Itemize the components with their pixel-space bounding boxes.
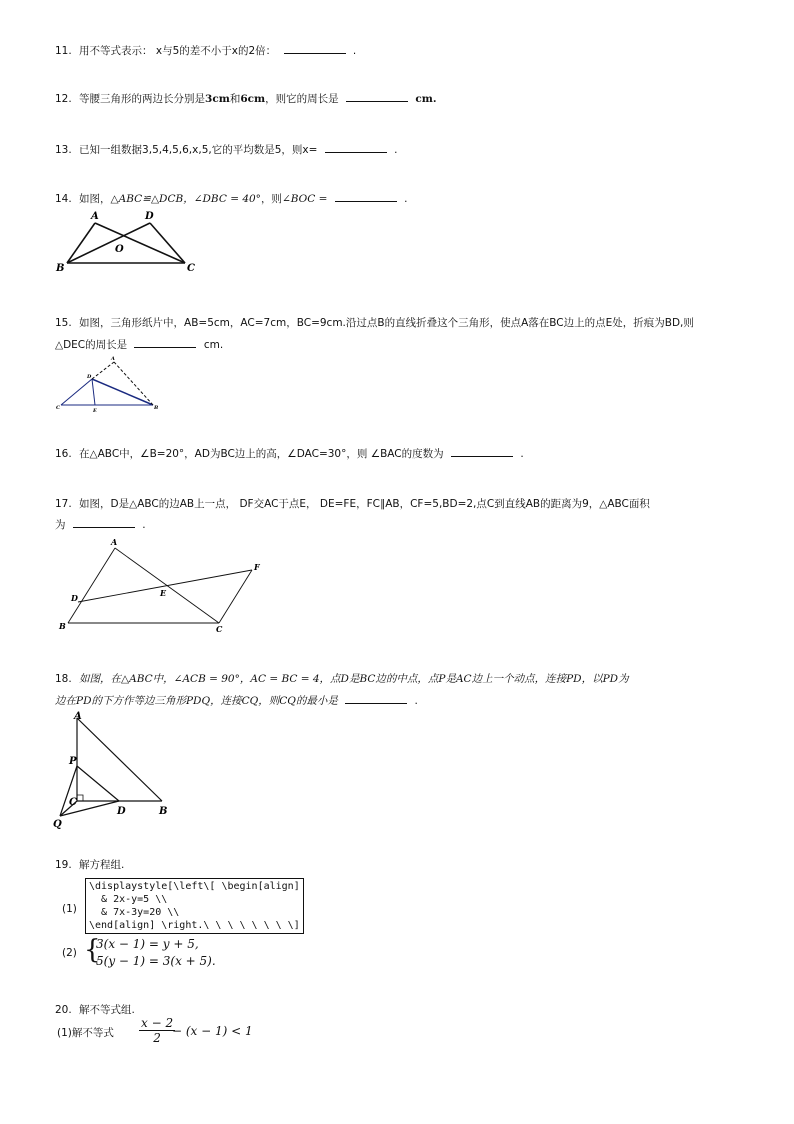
label-f: F <box>254 562 260 572</box>
question-number: 16. <box>55 448 72 460</box>
question-number: 19. <box>55 859 72 871</box>
label-d: D <box>117 806 126 817</box>
question-number: 11. <box>55 45 72 57</box>
label-a: A <box>91 211 99 222</box>
period: . <box>520 448 524 460</box>
question-text-pre: 等腰三角形的两边长分别是 <box>79 93 206 105</box>
right-angle-mark <box>77 795 83 801</box>
question-13 <box>55 143 397 157</box>
label-c: C <box>187 263 195 274</box>
equation-2: 5(y − 1) = 3(x + 5). <box>96 954 216 968</box>
question-11 <box>55 44 356 58</box>
question-number: 13. <box>55 144 72 156</box>
question-number: 14. <box>55 193 72 205</box>
question-text: △DEC的周长是 <box>55 339 128 351</box>
question-12 <box>55 92 437 106</box>
segment-da-dashed <box>92 362 114 379</box>
answer-blank[interactable] <box>73 518 135 528</box>
label-b: B <box>59 621 66 631</box>
side-b: 6cm <box>240 93 266 105</box>
segment-ab <box>68 548 115 623</box>
label-e: E <box>93 408 97 414</box>
part-1-label: (1) <box>62 903 77 915</box>
segment-cf <box>219 570 252 623</box>
question-text: 如图，三角形纸片中，AB=5cm，AC=7cm，BC=9cm.沿过点B的直线折叠这个三角形，使点A落在BC边上的点E处，折痕为BD,则 <box>79 317 694 329</box>
fraction <box>139 1016 175 1045</box>
segment-de <box>92 379 95 405</box>
label-a: A <box>111 356 115 362</box>
question-16 <box>55 447 524 461</box>
question-text-mid: ，则 <box>260 193 282 205</box>
figure-18 <box>52 708 177 833</box>
part-1-label: (1)解不等式 <box>57 1027 114 1039</box>
question-14 <box>55 192 407 206</box>
answer-blank[interactable] <box>284 44 346 54</box>
label-p: P <box>69 756 77 767</box>
unit: cm. <box>415 93 437 105</box>
figure-15 <box>55 352 165 414</box>
answer-blank[interactable] <box>134 338 196 348</box>
answer-blank[interactable] <box>335 192 397 202</box>
question-18-line1 <box>55 672 629 686</box>
period: . <box>142 519 146 531</box>
figure-14 <box>55 208 205 278</box>
label-c: C <box>56 405 60 411</box>
question-20 <box>55 1003 135 1017</box>
answer-blank[interactable] <box>346 92 408 102</box>
label-d: D <box>87 374 92 380</box>
question-title: 解不等式组. <box>79 1004 135 1016</box>
question-text-pre: 如图， <box>79 193 111 205</box>
label-q: Q <box>53 819 62 830</box>
question-text: 已知一组数据3,5,4,5,6,x,5,它的平均数是5，则x= <box>79 144 318 156</box>
answer-blank[interactable] <box>451 447 513 457</box>
side-a: 3cm <box>205 93 230 105</box>
question-number: 18. <box>55 673 72 685</box>
question-title: 解方程组. <box>79 859 125 871</box>
question-15-line1 <box>55 316 694 330</box>
period: . <box>414 695 418 707</box>
question-text-mid: 和 <box>229 93 241 105</box>
period: . <box>394 144 398 156</box>
label-a: A <box>111 537 118 547</box>
question-17-line1 <box>55 497 650 511</box>
label-a: A <box>74 711 82 722</box>
question-text: 为 <box>55 519 66 531</box>
question-number: 20. <box>55 1004 72 1016</box>
label-b: B <box>56 263 65 274</box>
period: . <box>352 45 357 57</box>
question-18-line2 <box>55 694 418 708</box>
ask-expr: ∠BOC = <box>281 193 328 205</box>
segment-dc <box>150 223 185 263</box>
congruence-expr: △ABC≌△DCB，∠DBC = 40° <box>110 193 261 205</box>
fraction-numerator: x − 2 <box>141 1016 174 1030</box>
label-d: D <box>71 593 78 603</box>
label-b: B <box>159 806 168 817</box>
segment-cd <box>61 379 92 405</box>
unit: cm. <box>203 339 224 351</box>
label-b: B <box>154 405 159 411</box>
segment-ab <box>77 718 162 801</box>
question-text-post: ，则它的周长是 <box>265 93 339 105</box>
label-o: O <box>115 244 124 255</box>
question-19 <box>55 858 124 872</box>
label-e: E <box>160 588 167 598</box>
segment-db-fold <box>92 379 153 405</box>
question-text: 用不等式表示： x与5的差不小于x的2倍： <box>79 45 277 57</box>
system-brace: { <box>84 935 101 965</box>
part-2-label: (2) <box>62 947 77 959</box>
period: . <box>404 193 408 205</box>
equation-1: 3(x − 1) = y + 5, <box>96 937 199 951</box>
question-text: 如图，D是△ABC的边AB上一点， DF交AC于点E， DE=FE，FC∥AB，CF=5,BD=2,点C到直线AB的距离为9，△ABC面积 <box>79 498 650 510</box>
answer-blank[interactable] <box>345 694 407 704</box>
question-text: 在△ABC中，∠B=20°，AD为BC边上的高，∠DAC=30°，则 ∠BAC的度数为 <box>79 448 444 460</box>
latex-source-box: \displaystyle[\left\[ \begin[align] & 2x-y=5 \\ & 7x-3y=20 \\ \end[align] \right.\ \ \ \ \ \ \ \] <box>85 878 304 934</box>
question-17-line2 <box>55 518 146 532</box>
figure-17 <box>55 538 270 638</box>
label-d: D <box>145 211 154 222</box>
question-15-line2 <box>55 338 223 352</box>
fraction-denominator: 2 <box>153 1031 161 1045</box>
question-text: 边在PD的下方作等边三角形PDQ，连接CQ，则CQ的最小是 <box>55 695 338 707</box>
question-number: 17. <box>55 498 72 510</box>
question-number: 15. <box>55 317 72 329</box>
question-number: 12. <box>55 93 72 105</box>
label-c: C <box>69 797 77 808</box>
answer-blank[interactable] <box>325 143 387 153</box>
question-text: 如图，在△ABC中，∠ACB = 90°，AC = BC = 4，点D是BC边的中点，点P是AC边上一个动点，连接PD，以PD为 <box>79 673 629 685</box>
label-c: C <box>216 624 223 634</box>
segment-ab-dashed <box>114 362 153 405</box>
inequality-rest: − (x − 1) < 1 <box>172 1024 253 1038</box>
